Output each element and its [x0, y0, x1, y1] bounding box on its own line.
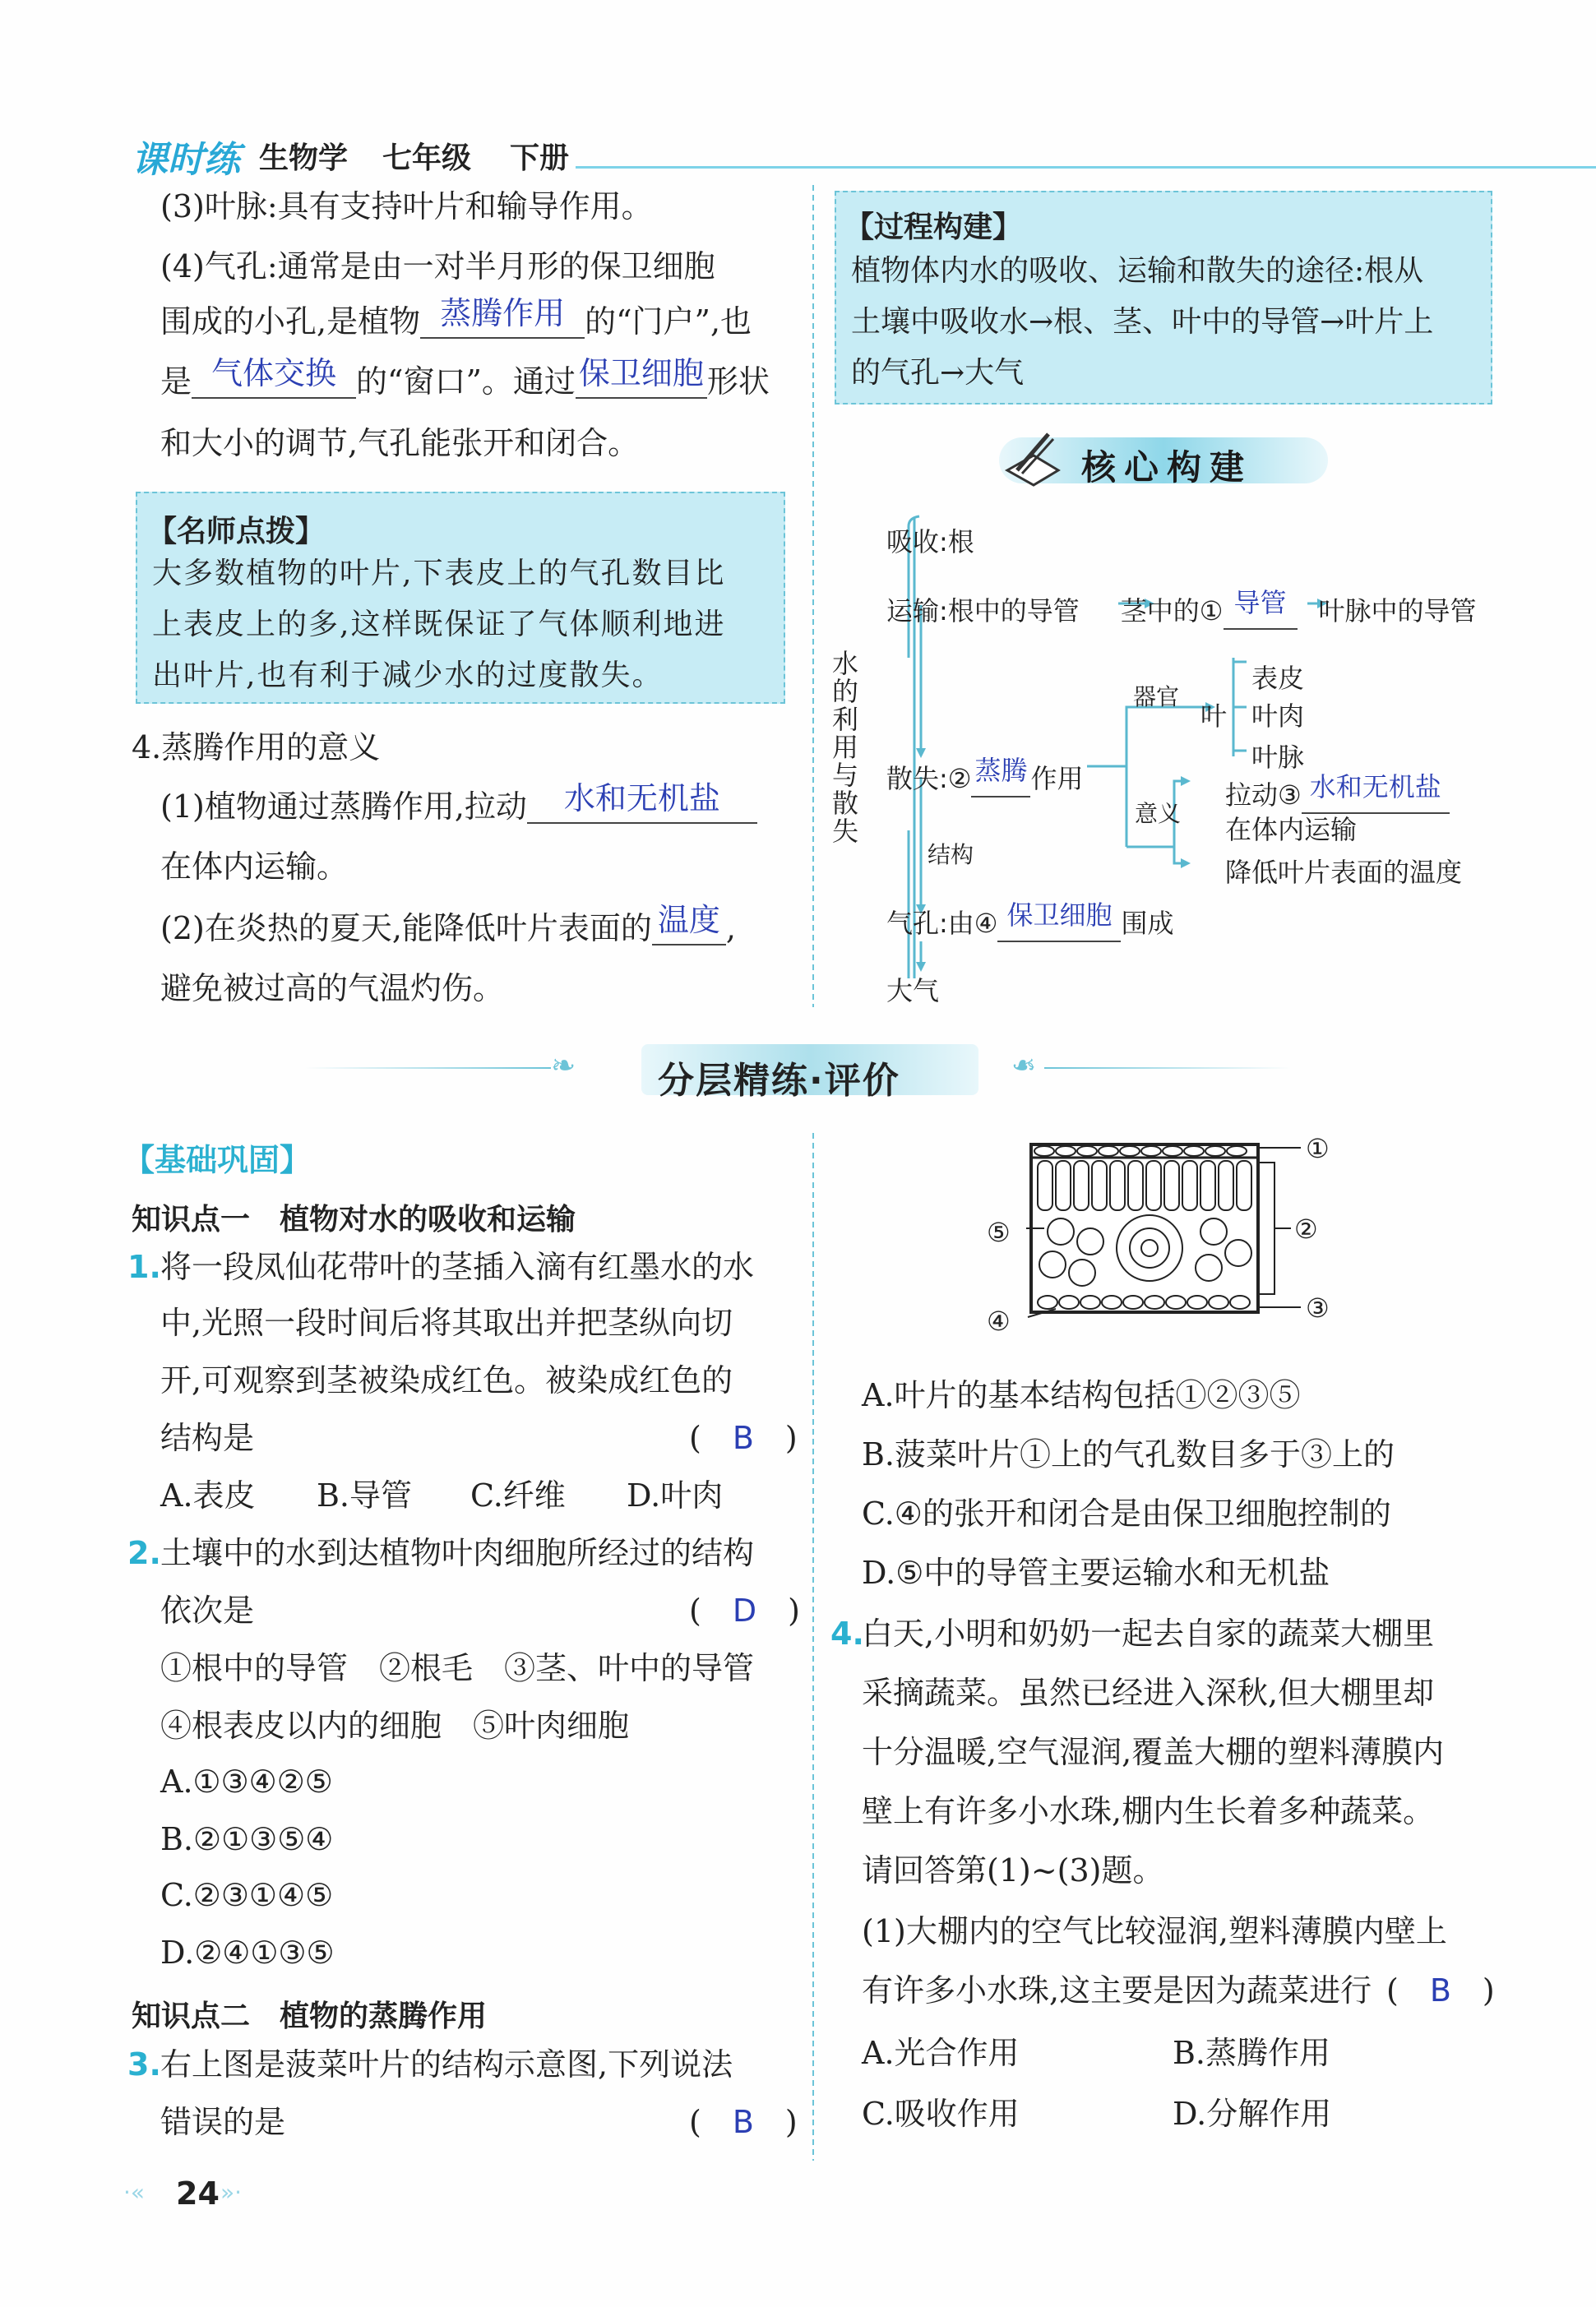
diagram-label: ②: [1294, 1214, 1318, 1245]
practice-banner: [304, 1038, 1291, 1100]
concept-stoma: 气孔:由④ 保卫细胞 围成: [886, 903, 1174, 942]
page-number-area: [123, 2171, 288, 2220]
concept-root: 水的利用与散失: [832, 648, 859, 847]
q4-option: C.吸收作用: [862, 2096, 1020, 2132]
process-line: 土壤中吸收水→根、茎、叶中的导管→叶片上: [851, 305, 1434, 339]
concept-cool: 降低叶片表面的温度: [1225, 857, 1463, 888]
leaf-vein-text: (3)叶脉:具有支持叶片和输导作用。: [160, 188, 653, 224]
q3-number: 3.: [127, 2046, 161, 2083]
q3-line: 右上图是菠菜叶片的结构示意图,下列说法: [160, 2046, 733, 2083]
q4-sub1-line: (1)大棚内的空气比较湿润,塑料薄膜内壁上: [862, 1913, 1447, 1949]
column-divider-bottom: [812, 1133, 814, 2161]
q1-option: D.叶肉: [627, 1477, 724, 1514]
concept-pull: 拉动③ 水和无机盐: [1225, 774, 1450, 814]
stoma-text-2: 围成的小孔,是植物 蒸腾作用 的“门户”,也: [160, 295, 752, 340]
q1-line: 开,可观察到茎被染成红色。被染成红色的: [160, 1362, 733, 1399]
process-line: 植物体内水的吸收、运输和散失的途径:根从: [851, 254, 1424, 288]
q3-option: A.叶片的基本结构包括①②③⑤: [862, 1377, 1301, 1413]
practice-banner-text: 分层精练·评价: [658, 1060, 900, 1102]
concept-leaf-part: 叶肉: [1251, 700, 1305, 732]
q4-option: A.光合作用: [862, 2035, 1020, 2071]
concept-atmosphere: 大气: [886, 975, 940, 1006]
diagram-label: ④: [987, 1306, 1011, 1337]
knowledge-point-2: 知识点二 植物的蒸腾作用: [132, 2000, 488, 2033]
diagram-label: ①: [1306, 1133, 1330, 1164]
section4-q1-end: 在体内运输。: [160, 848, 349, 885]
section4-q1: (1)植物通过蒸腾作用,拉动 水和无机盐: [160, 791, 757, 824]
basics-title: 【基础巩固】: [123, 1142, 312, 1178]
q2-option: A.①③④②⑤: [160, 1764, 333, 1800]
column-divider: [812, 185, 814, 1007]
q2-answer: D: [732, 1593, 757, 1629]
concept-organ-label: 器官: [1133, 683, 1180, 710]
q4-number: 4.: [830, 1616, 864, 1652]
q2-items: ①根中的导管 ②根毛 ③茎、叶中的导管: [160, 1650, 755, 1686]
page-dots: ·«: [123, 2179, 146, 2206]
q1-option: C.纤维: [470, 1477, 566, 1514]
concept-leaf: 叶: [1200, 700, 1228, 732]
process-box: [835, 191, 1492, 405]
q4-line: 十分温暖,空气湿润,覆盖大棚的塑料薄膜内: [862, 1734, 1445, 1770]
concept-meaning-label: 意义: [1135, 800, 1182, 827]
section4-q2-end: 避免被过高的气温灼伤。: [160, 970, 505, 1006]
q4-answer: B: [1429, 1972, 1451, 2009]
q2-items: ④根表皮以内的细胞 ⑤叶肉细胞: [160, 1708, 630, 1744]
section4-q2: (2)在炎热的夏天,能降低叶片表面的 温度 ,: [160, 902, 737, 946]
tip-line: 上表皮上的多,这样既保证了气体顺利地进: [152, 608, 726, 641]
q2-line: 土壤中的水到达植物叶肉细胞所经过的结构: [160, 1535, 755, 1571]
header-volume: 下册: [510, 141, 570, 175]
answer-guard-cell: 保卫细胞: [578, 355, 704, 391]
diagram-label: ③: [1306, 1292, 1330, 1324]
q1-option: A.表皮: [160, 1477, 256, 1514]
header-grade: 七年级: [382, 141, 472, 175]
swirl-right-icon: ❧: [1011, 1049, 1037, 1083]
q4-line: 请回答第(1)~(3)题。: [862, 1852, 1164, 1889]
q4-line: 白天,小明和奶奶一起去自家的蔬菜大棚里: [862, 1616, 1435, 1652]
answer-water-minerals: 水和无机盐: [563, 780, 720, 816]
header-rule: [576, 166, 1596, 169]
q1-line: 将一段凤仙花带叶的茎插入滴有红墨水的水: [160, 1249, 755, 1285]
stoma-text-4: 和大小的调节,气孔能张开和闭合。: [160, 425, 640, 461]
stoma-text-3: 是 气体交换 的“窗口”。通过 保卫细胞 形状: [160, 355, 770, 400]
q1-answer-bracket: ( B ): [689, 1420, 798, 1456]
q4-line: 采摘蔬菜。虽然已经进入深秋,但大棚里却: [862, 1675, 1435, 1711]
answer-transpiration: 蒸腾作用: [440, 295, 566, 331]
knowledge-point-1: 知识点一 植物对水的吸收和运输: [132, 1203, 576, 1237]
pen-book-icon: [1001, 428, 1066, 490]
concept-absorb: 吸收:根: [886, 526, 974, 557]
tip-box: [136, 492, 785, 704]
concept-pull-end: 在体内运输: [1225, 814, 1358, 845]
answer-gas-exchange: 气体交换: [211, 355, 337, 391]
q1-line: 结构是: [160, 1420, 255, 1456]
q4-option: D.分解作用: [1173, 2096, 1332, 2132]
header-subject: 生物学: [259, 141, 349, 175]
section4-title: 4.蒸腾作用的意义: [132, 729, 381, 765]
q3-answer-bracket: ( B ): [689, 2104, 798, 2140]
q3-line: 错误的是: [160, 2104, 286, 2140]
concept-structure-label: 结构: [928, 841, 974, 868]
swirl-left-icon: ❧: [551, 1049, 576, 1083]
q4-answer-bracket: ( B ): [1386, 1972, 1495, 2009]
q2-option: B.②①③⑤④: [160, 1821, 334, 1857]
page-number: 24: [176, 2175, 220, 2212]
q1-option: B.导管: [317, 1477, 413, 1514]
answer-guard-cell-map: 保卫细胞: [1006, 899, 1113, 931]
q2-line: 依次是: [160, 1593, 255, 1629]
q1-line: 中,光照一段时间后将其取出并把茎纵向切: [160, 1305, 733, 1341]
answer-temperature: 温度: [657, 902, 720, 938]
q3-option: D.⑤中的导管主要运输水和无机盐: [862, 1555, 1330, 1591]
q2-option: D.②④①③⑤: [160, 1935, 335, 1971]
answer-vessel: 导管: [1233, 587, 1287, 618]
concept-loss: 散失:② 蒸腾 作用: [886, 758, 1084, 798]
header-logo: 课时练: [132, 139, 240, 181]
q2-number: 2.: [127, 1535, 161, 1571]
concept-leaf-part: 叶脉: [1251, 742, 1305, 773]
q2-option: C.②③①④⑤: [160, 1877, 334, 1913]
tip-line: 出叶片,也有利于减少水的过度散失。: [152, 659, 664, 692]
q3-option: C.④的张开和闭合是由保卫细胞控制的: [862, 1496, 1391, 1532]
diagram-label: ⑤: [987, 1217, 1011, 1248]
q4-option: B.蒸腾作用: [1173, 2035, 1331, 2071]
q4-sub1-line: 有许多小水珠,这主要是因为蔬菜进行: [862, 1972, 1372, 2009]
process-box-title: 【过程构建】: [844, 210, 1023, 244]
q3-option: B.菠菜叶片①上的气孔数目多于③上的: [862, 1436, 1395, 1473]
stoma-text-1: (4)气孔:通常是由一对半月形的保卫细胞: [160, 248, 715, 284]
answer-transpire: 蒸腾: [974, 755, 1028, 786]
concept-leaf-part: 表皮: [1251, 663, 1305, 694]
page-dots: »·: [220, 2179, 243, 2206]
q4-line: 壁上有许多小水珠,棚内生长着多种蔬菜。: [862, 1793, 1435, 1829]
tip-box-title: 【名师点拨】: [147, 515, 326, 548]
core-banner: [983, 428, 1344, 490]
concept-transport: 运输:根中的导管 茎中的① 导管 叶脉中的导管: [886, 590, 1477, 630]
core-banner-text: 核心构建: [1081, 447, 1253, 488]
q1-answer: B: [732, 1420, 754, 1456]
answer-water-minerals-map: 水和无机盐: [1309, 771, 1441, 802]
q2-answer-bracket: ( D ): [689, 1593, 800, 1629]
tip-line: 大多数植物的叶片,下表皮上的气孔数目比: [152, 557, 726, 590]
process-line: 的气孔→大气: [851, 356, 1025, 390]
q1-number: 1.: [127, 1249, 161, 1285]
header: [123, 123, 1521, 181]
q3-answer: B: [732, 2104, 754, 2140]
